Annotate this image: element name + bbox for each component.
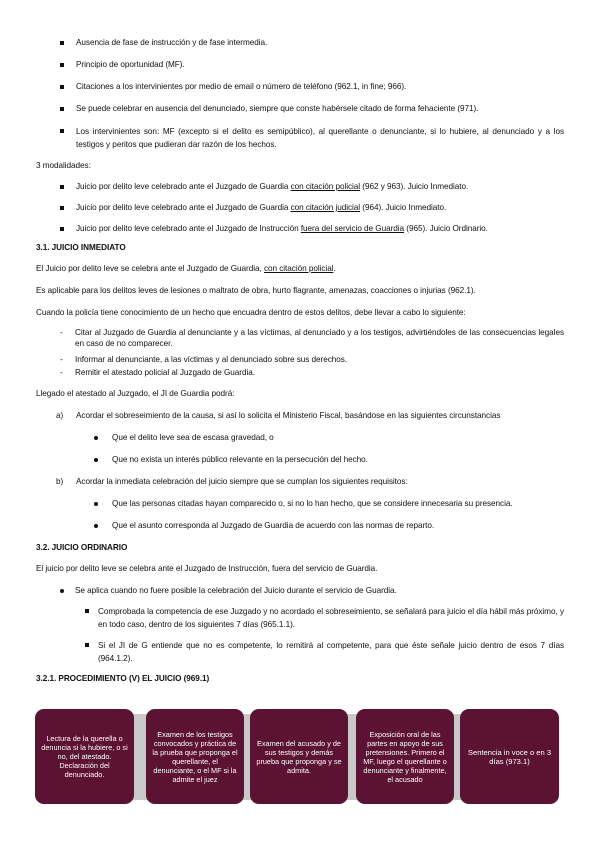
bullet-square-icon bbox=[60, 206, 64, 210]
modalidad-link: fuera del servicio de Guardia bbox=[300, 224, 405, 233]
process-step: Lectura de la querella o denuncia si la hubiere, o si no, del atestado. Declaración del denunciado. bbox=[35, 709, 134, 804]
bullet-square-icon bbox=[60, 41, 64, 45]
intro-bullet: Ausencia de fase de instrucción y de fase intermedia. bbox=[76, 38, 268, 47]
modalidades-heading: 3 modalidades: bbox=[36, 161, 91, 170]
intro-bullet: Los intervinientes son: MF (excepto si el delito es semipúblico), al querellante o denunciante, si lo hubiere, al denunciado y a los testigos y peritos que pudieran dar razón de los hechos. bbox=[76, 127, 564, 149]
bullet-dot-icon bbox=[60, 589, 64, 593]
intro-bullet: Citaciones a los intervinientes por medio de email o número de teléfono (962.1, in fine; 966). bbox=[76, 82, 407, 91]
bullet-square-icon bbox=[85, 609, 89, 613]
paragraph-link: con citación policial bbox=[263, 264, 334, 273]
modalidad-item bbox=[76, 181, 468, 192]
bullet-dot-icon bbox=[94, 436, 98, 440]
bullet-square-icon bbox=[60, 227, 64, 231]
modalidad-item bbox=[76, 202, 446, 213]
ordinario-bullet: Se aplica cuando no fuere posible la celebración del Juicio durante el servicio de Guardia. bbox=[75, 586, 397, 595]
modalidad-text: (962 y 963). Juicio Inmediato. bbox=[360, 182, 469, 191]
dash-marker: - bbox=[60, 328, 63, 337]
bullet-square-icon bbox=[60, 185, 64, 189]
dash-item: Remitir el atestado policial al Juzgado de Guardia. bbox=[75, 368, 255, 377]
sub-item: Que el delito leve sea de escasa gravedad, o bbox=[112, 433, 274, 442]
bullet-dot-icon bbox=[94, 502, 98, 506]
intro-bullet: Principio de oportunidad (MF). bbox=[76, 60, 185, 69]
sub-item: Que el asunto corresponda al Juzgado de Guardia de acuerdo con las normas de reparto. bbox=[112, 521, 435, 530]
modalidad-text: Juicio por delito leve celebrado ante el Juzgado de Guardia bbox=[76, 203, 291, 212]
bullet-square-icon bbox=[60, 129, 64, 133]
modalidad-link: con citación judicial bbox=[290, 203, 361, 212]
dash-item: Citar al Juzgado de Guardia al denunciante y a las víctimas, al denunciado y a los testigos, advirtiéndoles de las consecuencias legales en caso de no comparecer. bbox=[75, 328, 564, 348]
section-heading-procedimiento: 3.2.1. PROCEDIMIENTO (V) EL JUICIO (969.1) bbox=[36, 674, 210, 683]
paragraph: Cuando la policía tiene conocimiento de un hecho que encuadra dentro de estos delitos, debe llevar a cabo lo siguiente: bbox=[36, 308, 466, 317]
paragraph-text: El Juicio por delito leve se celebra ante el Juzgado de Guardia, bbox=[36, 264, 264, 273]
section-heading-ordinario: 3.2. JUICIO ORDINARIO bbox=[36, 543, 128, 552]
list-letter-a: a) bbox=[56, 411, 64, 420]
sub-item: Que las personas citadas hayan comparecido o, si no lo han hecho, que se considere innecesaria su presencia. bbox=[112, 499, 513, 508]
list-item-a: Acordar el sobreseimiento de la causa, si así lo solicita el Ministerio Fiscal, basándose en las siguientes circunstancias bbox=[76, 411, 501, 420]
modalidad-text: (965). Juicio Ordinario. bbox=[404, 224, 488, 233]
process-step: Examen de los testigos convocados y práctica de la prueba que proponga el querellante, el denunciante, o el MF si la admite el juez bbox=[146, 709, 244, 804]
modalidad-link: con citación policial bbox=[290, 182, 361, 191]
paragraph: Llegado el atestado al Juzgado, el JI de Guardia podrá: bbox=[36, 389, 235, 398]
modalidad-text: Juicio por delito leve celebrado ante el Juzgado de Instrucción bbox=[76, 224, 301, 233]
intro-bullet: Se puede celebrar en ausencia del denunciado, siempre que conste habérsele citado de forma fehaciente (971). bbox=[76, 104, 479, 113]
process-step: Sentencia in voce o en 3 días (973.1) bbox=[460, 709, 559, 804]
modalidad-text: Juicio por delito leve celebrado ante el Juzgado de Guardia bbox=[76, 182, 291, 191]
paragraph: El juicio por delito leve se celebra ante el Juzgado de Instrucción, fuera del servicio de Guardia. bbox=[36, 564, 378, 573]
dash-marker: - bbox=[60, 368, 63, 377]
bullet-dot-icon bbox=[94, 524, 98, 528]
list-item-b: Acordar la inmediata celebración del juicio siempre que se cumplan los siguientes requisitos: bbox=[76, 477, 408, 486]
ordinario-sub-item: Si el JI de G entiende que no es competente, lo remitirá al competente, para que éste señale juicio dentro de esos 7 días (964.1.2). bbox=[98, 641, 564, 663]
process-step: Examen del acusado y de sus testigos y demás prueba que proponga y se admita. bbox=[250, 709, 348, 804]
paragraph: Es aplicable para los delitos leves de lesiones o maltrato de obra, hurto flagrante, amenazas, coacciones o injurias (962.1). bbox=[36, 286, 476, 295]
ordinario-sub-item: Comprobada la competencia de ese Juzgado y no acordado el sobreseimiento, se señalará para juicio el día hábil más próximo, y en todo caso, dentro de los siguientes 7 días (965.1.1). bbox=[98, 607, 564, 629]
process-step: Exposición oral de las partes en apoyo de sus pretensiones. Primero el MF, luego el querellante o denunciante y finalmente, el acusado bbox=[356, 709, 454, 804]
sub-item: Que no exista un interés público relevante en la persecución del hecho. bbox=[112, 455, 368, 464]
bullet-square-icon bbox=[60, 107, 64, 111]
bullet-dot-icon bbox=[94, 458, 98, 462]
dash-item: Informar al denunciante, a las víctimas y al denunciado sobre sus derechos. bbox=[75, 355, 348, 364]
paragraph bbox=[36, 263, 336, 274]
paragraph-text: . bbox=[333, 264, 336, 273]
list-letter-b: b) bbox=[56, 477, 64, 486]
bullet-square-icon bbox=[60, 63, 64, 67]
bullet-square-icon bbox=[60, 85, 64, 89]
modalidad-text: (964). Juicio Inmediato. bbox=[360, 203, 447, 212]
modalidad-item bbox=[76, 223, 488, 234]
section-heading-inmediato: 3.1. JUICIO INMEDIATO bbox=[36, 243, 126, 252]
bullet-square-icon bbox=[85, 643, 89, 647]
dash-marker: - bbox=[60, 355, 63, 364]
